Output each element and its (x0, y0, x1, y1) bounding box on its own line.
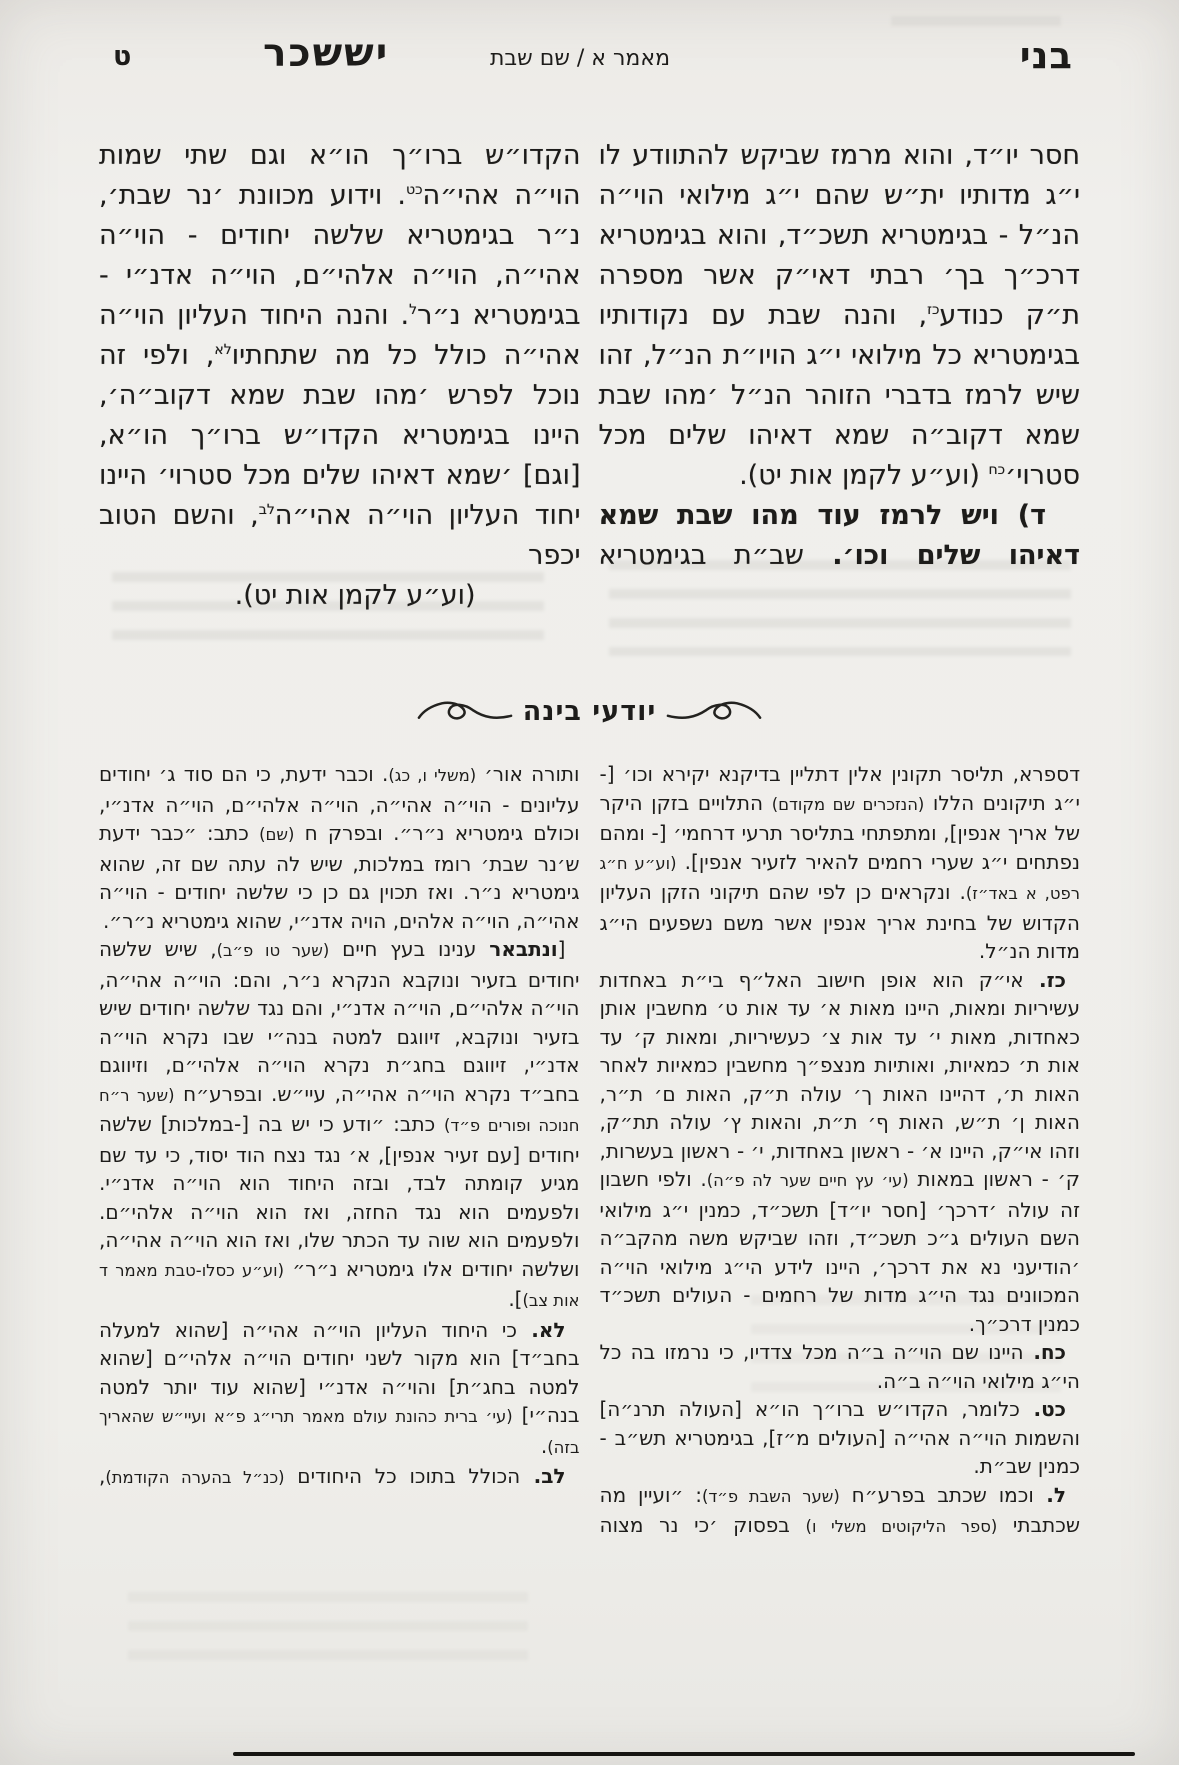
note-lamed: ל. וכמו שכתב בפרע״ח (שער השבת פ״ד): ״ועיין מה שכתבתי (ספר הליקוטים משלי ו) בפסוק ׳כי נר מצוה (599, 1482, 1080, 1537)
commentary-paragraph: דספרא, תליסר תקונין אלין דתליין בדיקנא יקירא וכו׳ [- י״ג תיקונים הללו (הנזכרים שם מקודם) התלויים בזקן היקר של אריך אנפין], ומתפתחי בתליסר תרעי דרחמי׳ [- ומהם נפתחים י״ג שערי רחמים להאיר לזעיר אנפין]. (וע״ע ח״ג רפט, א באד״ז). ונקראים כן לפי שהם תיקוני הזקן העליון הקדוש של בחינת אריך אנפין אשר משם נשפעים הי״ג מדות הנ״ל. (599, 762, 1080, 963)
bleedthrough-shadow (128, 1592, 528, 1674)
note-lamed-bet: לב. הכולל בתוכו כל היחודים (כנ״ל בהערה הקודמת), (99, 1464, 566, 1488)
book-title-right: בני (1019, 34, 1073, 77)
main-right-column (599, 136, 1081, 616)
commentary-right-column (600, 760, 1081, 1542)
main-left-column (99, 136, 581, 616)
running-head-section: מאמר א / שם שבת (489, 46, 671, 71)
commentary-left-column (99, 760, 580, 1542)
section-divider (0, 694, 1179, 728)
paragraph-dalet: ד) ויש לרמז עוד מהו שבת שמא דאיהו שלים וכו׳. שב״ת בגימטריא (598, 500, 1080, 571)
divider-title: יודעי בינה (522, 695, 657, 727)
book-title-left: יששכר (263, 31, 390, 76)
scan-edge-line (233, 1752, 1135, 1756)
note-kaf-chet: כח. היינו שם הוי״ה ב״ה מכל צדדיו, כי נרמזו בה כל הי״ג מילואי הוי״ה ב״ה. (599, 1340, 1080, 1393)
paragraph: חסר יו״ד, והוא מרמז שביקש להתוודע לו י״ג מדותיו ית״ש שהם י״ג מילואי הוי״ה הנ״ל - בגימטריא תשכ״ד, והוא בגימטריא דרכ״ך בך׳ רבתי דאי״ק אשר מספרה ת״ק כנודע$^{כז}$, והנה שבת עם נקודותיו בגימטריא כל מילואי י״ג הויו״ת הנ״ל, זהו שיש לרמז בדברי הזוהר הנ״ל ׳מהו שבת שמא דקוב״ה שמא דאיהו שלים מכל סטרוי׳$^{כח}$ (וע״ע לקמן אות יט). (598, 140, 1080, 491)
page-number: ט (113, 41, 132, 72)
note-kaf-tet: כט. כלומר, הקדו״ש ברו״ך הו״א [העולה תרנ״ה] והשמות הוי״ה אהי״ה [העולים מ״ז], בגימטריא תש״ב - כמנין שב״ת. (599, 1397, 1080, 1478)
flourish-icon (666, 694, 762, 728)
flourish-icon (417, 694, 513, 728)
commentary-section (99, 760, 1080, 1542)
note-lamed-alef: לא. כי היחוד העליון הוי״ה אהי״ה [שהוא למעלה בחב״ד] הוא מקור לשני יחודים הוי״ה אלהי״ם [שהוא למטה בחג״ת] והוי״ה אדנ״י [שהוא עוד יותר למטה בנה״י] (עי׳ ברית כהונת עולם מאמר תרי״ג פ״א ועיי״ש שהאריך בזה). (99, 1317, 580, 1458)
cross-reference-line: (וע״ע לקמן אות יט). (234, 580, 476, 611)
paragraph: הקדו״ש ברו״ך הו״א וגם שתי שמות הוי״ה אהי״ה$^{כט}$. וידוע מכוונת ׳נר שבת׳, נ״ר בגימטריא שלשה יחודים - הוי״ה אהי״ה, הוי״ה אלהי״ם, הוי״ה אדנ״י - בגימטריא נ״ר$^ל$. והנה היחוד העליון הוי״ה אהי״ה כולל כל מה שתחתיו$^{לא}$, ולפי זה נוכל לפרש ׳מהו שבת שמא דקוב״ה׳, היינו בגימטריא הקדו״ש ברו״ך הו״א, [וגם] ׳שמא דאיהו שלים מכל סטרוי׳ היינו יחוד העליון הוי״ה אהי״ה$^{לב}$, והשם הטוב יכפר (99, 140, 581, 571)
main-text-section (99, 136, 1080, 616)
commentary-paragraph: ותורה אור׳ (משלי ו, כג). וכבר ידעת, כי הם סוד ג׳ יחודים עליונים - הוי״ה אהי״ה, הוי״ה אלהי״ם, הוי״ה אדנ״י, וכולם גימטריא נ״ר״. ובפרק ח (שם) כתב: ״כבר ידעת ש׳נר שבת׳ רומז במלכות, שיש לה עתה שם זה, שהוא גימטריא נ״ר. ואז תכוין גם כן כי שלשה יחודים - הוי״ה אהי״ה, הוי״ה אלהים, הויה אדנ״י, שהוא גימטריא נ״ר״. (99, 762, 580, 933)
commentary-paragraph: [ונתבאר ענינו בעץ חיים (שער טו פ״ב), שיש שלשה יחודים בזעיר ונוקבא הנקרא נ״ר, והם: הוי״ה אהי״ה, הוי״ה אלהי״ם, הוי״ה אדנ״י, והם נגד שלשה יחודים שיש בזעיר ונוקבא, זיווגם למטה בנה״י שבו נקרא הוי״ה אדנ״י, זיווגם בחג״ת נקרא הוי״ה אלהי״ם, וזיווגם בחב״ד נקרא הוי״ה אהי״ה, עיי״ש. ובפרע״ח (שער ר״ח חנוכה ופורים פ״ד) כתב: ״ודע כי יש בה [-במלכות] שלשה יחודים [עם זעיר אנפין], א׳ נגד נצח הוד יסוד, כי עד שם מגיע קומתה לבד, ובזה היחוד הוא הוי״ה אדנ״י. ולפעמים הוא נגד החזה, ואז הוא הוי״ה אלהי״ם. ולפעמים הוא שוה עד הכתר שלו, ואז הוא הוי״ה אהי״ה, ושלשה יחודים אלו גימטריא נ״ר״ (וע״ע כסלו-טבת מאמר ד אות צב)]. (99, 937, 580, 1311)
note-kaf-zayin: כז. אי״ק הוא אופן חישוב האל״ף בי״ת באחדות עשיריות ומאות, היינו מאות א׳ עד אות ט׳ מחשבין אותן כאחדות, מאות י׳ עד אות צ׳ כעשיריות, ומאות ק׳ עד אות ת׳ כמאיות, ואותיות מנצפ״ך מחשבין כמאיות לאחר האות ת׳, דהיינו האות ך׳ עולה ת״ק, האות ם׳ ת״ר, האות ן׳ ת״ש, האות ף׳ ת״ת, והאות ץ׳ עולה תת״ק, וזהו אי״ק, היינו א׳ - ראשון באחדות, י׳ - ראשון בעשרות, ק׳ - ראשון במאות (עי׳ עץ חיים שער לה פ״ה). ולפי חשבון זה עולה ׳דרכך׳ [חסר יו״ד] תשכ״ד, כמנין י״ג מילואי השם העולים ג״כ תשכ״ד, וזהו שביקש משה מהקב״ה ׳הודיעני נא את דרכך׳, היינו לידע הי״ג מילואי הוי״ה המכוונים נגד הי״ג מדות של רחמים - העולים תשכ״ד כמנין דרכ״ך. (599, 967, 1080, 1336)
